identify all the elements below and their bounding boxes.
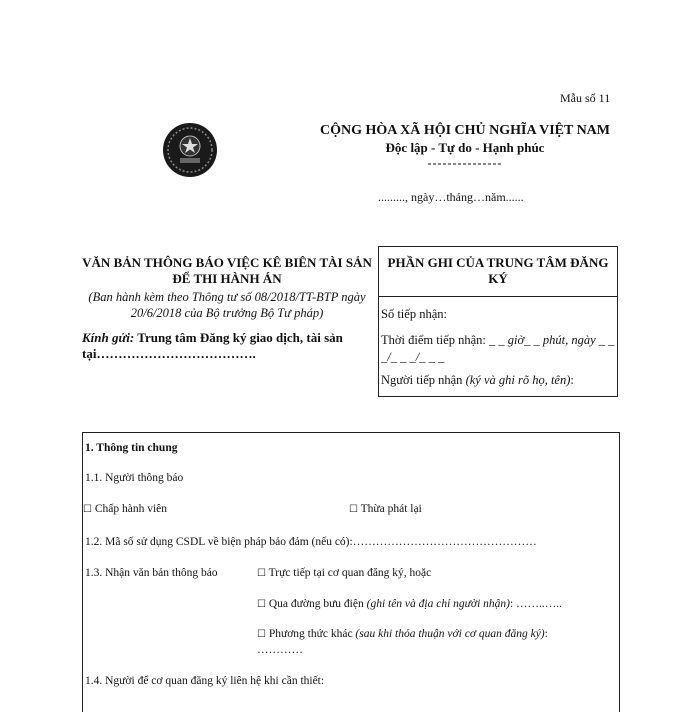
receiver: Người tiếp nhận (ký và ghi rõ họ, tên): — [381, 373, 574, 387]
option-post[interactable]: ☐ Qua đường bưu điện (ghi tên và địa chỉ người nhận): ……..….. — [257, 598, 563, 610]
checkbox-icon[interactable]: ☐ — [349, 504, 358, 515]
checkbox-icon[interactable]: ☐ — [257, 599, 266, 610]
form-number: Mẫu số 11 — [560, 91, 611, 105]
registration-box-header: PHẦN GHI CỦA TRUNG TÂM ĐĂNG KÝ — [379, 247, 617, 297]
receipt-time: Thời điểm tiếp nhận: _ _ giờ_ _ phút, ngày _ _ _/_ _ _/_ _ _ — [381, 333, 615, 364]
national-motto: Độc lập - Tự do - Hạnh phúc — [385, 140, 545, 155]
document-subtitle: (Ban hành kèm theo Thông tư số 08/2018/TT-BTP ngày 20/6/2018 của Bộ trưởng Bộ Tư pháp) — [88, 290, 366, 320]
header-separator: --------------- — [427, 156, 503, 170]
option-enforcer[interactable]: ☐ Chấp hành viên — [83, 503, 168, 515]
receipt-number: Số tiếp nhận: — [381, 307, 447, 321]
item-1-1: 1.1. Người thông báo — [85, 472, 184, 484]
addressee-value: Trung tâm Đăng ký giao dịch, tài sản tại………………………………. — [82, 330, 343, 361]
checkbox-icon[interactable]: ☐ — [83, 504, 92, 515]
document-title: VĂN BẢN THÔNG BÁO VIỆC KÊ BIÊN TÀI SẢN ĐỂ THI HÀNH ÁN — [82, 255, 372, 286]
national-header — [300, 122, 630, 170]
registration-box — [378, 246, 618, 397]
section-heading: 1. Thông tin chung — [85, 442, 178, 454]
option-other-fill: ………… — [257, 644, 303, 656]
option-other[interactable]: ☐ Phương thức khác (sau khi thỏa thuận với cơ quan đăng ký): — [257, 628, 548, 640]
national-emblem-icon — [162, 122, 218, 178]
addressee-label: Kính gửi: — [82, 330, 135, 345]
option-bailiff[interactable]: ☐ Thừa phát lại — [349, 503, 422, 515]
checkbox-icon[interactable]: ☐ — [257, 568, 266, 579]
item-1-3: 1.3. Nhận văn bản thông báo — [85, 567, 218, 579]
item-1-4: 1.4. Người để cơ quan đăng ký liên hệ khi cần thiết: — [85, 675, 325, 687]
nation-name: CỘNG HÒA XÃ HỘI CHỦ NGHĨA VIỆT NAM — [319, 123, 610, 138]
general-info-section — [82, 432, 620, 712]
date-line: ........., ngày…tháng…năm...... — [378, 190, 524, 204]
checkbox-icon[interactable]: ☐ — [257, 629, 266, 640]
item-1-2: 1.2. Mã số sử dụng CSDL về biện pháp bảo đảm (nếu có):………………………………………… — [85, 536, 537, 548]
addressee — [82, 330, 372, 362]
option-direct[interactable]: ☐ Trực tiếp tại cơ quan đăng ký, hoặc — [257, 567, 432, 579]
